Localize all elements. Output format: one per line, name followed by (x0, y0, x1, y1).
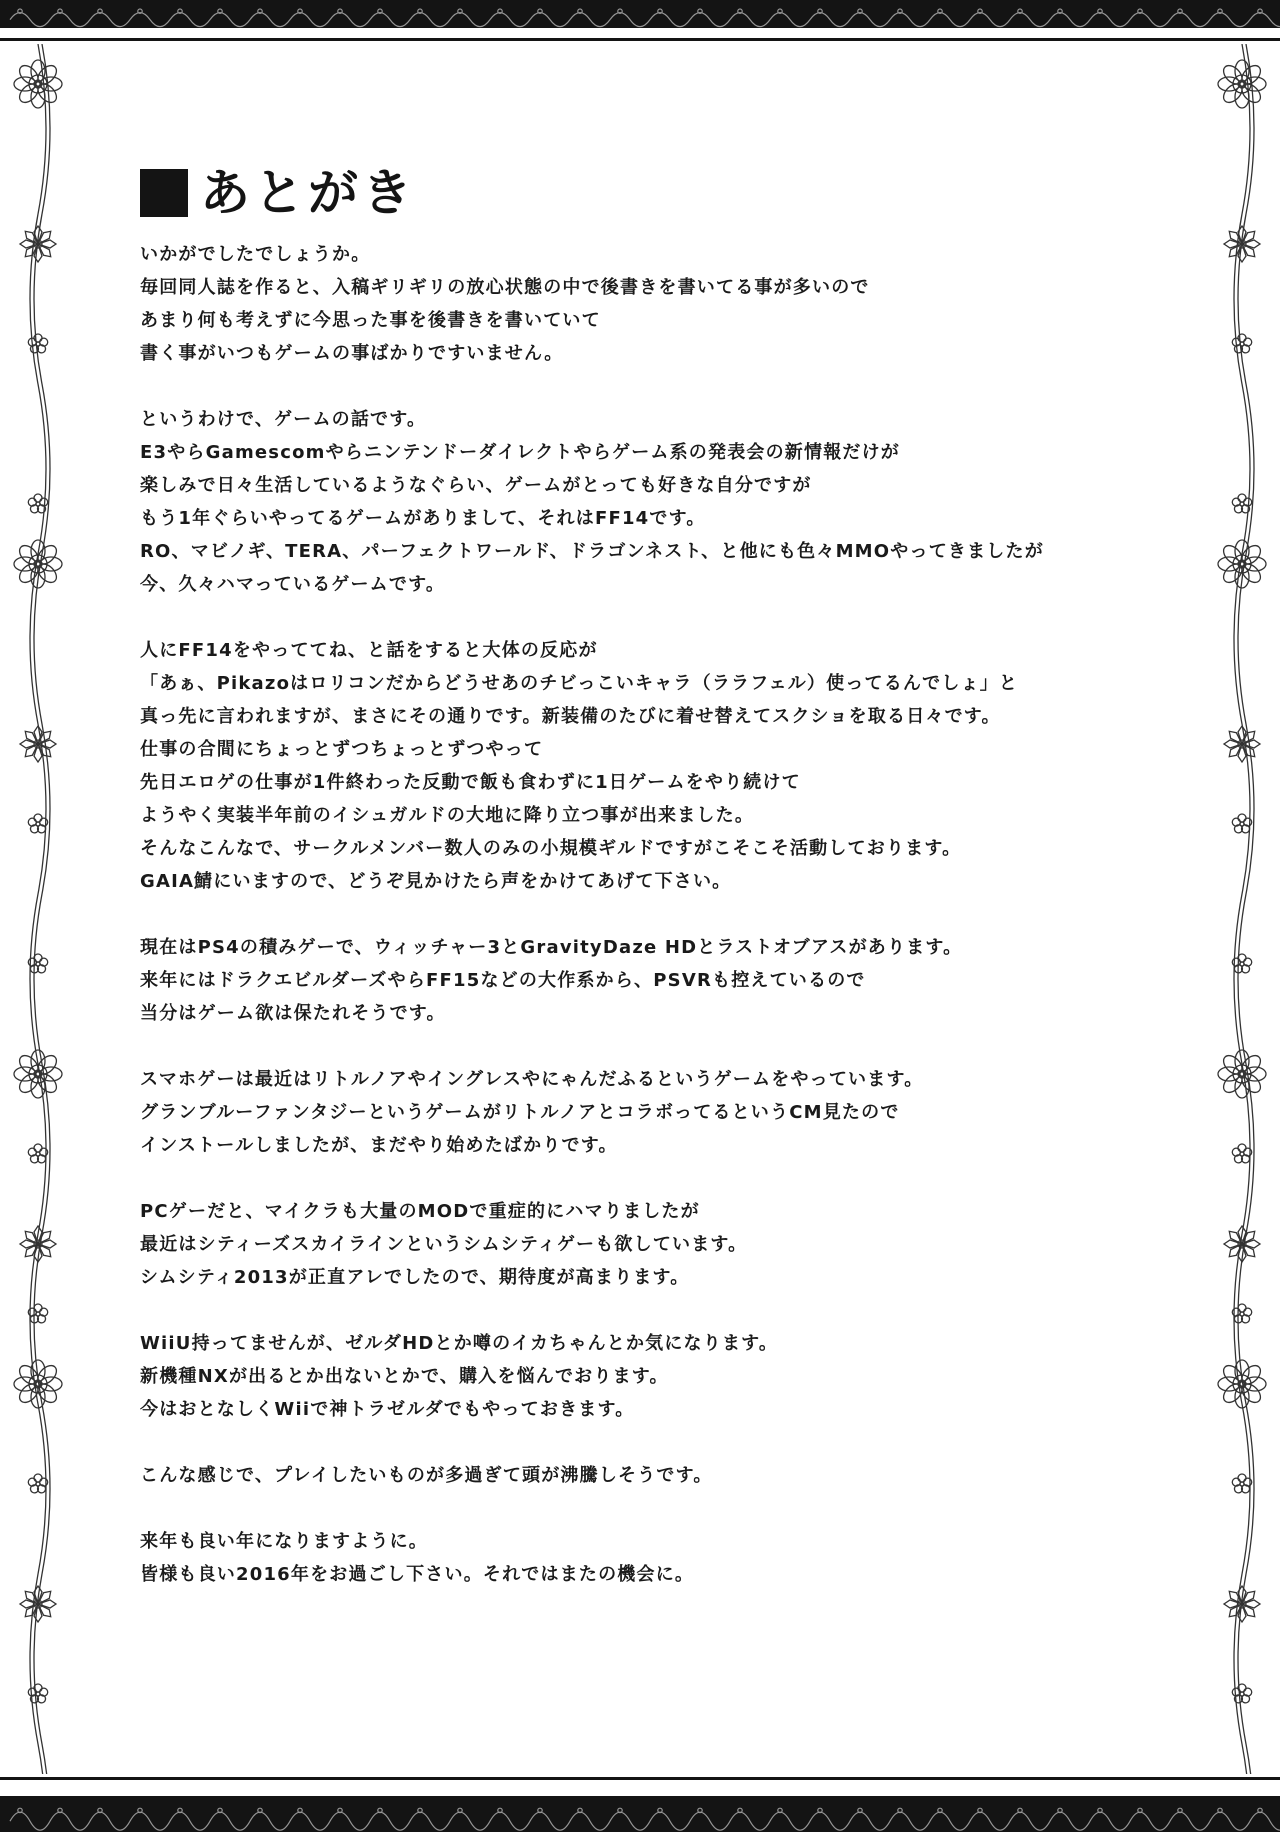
text-line: 先日エロゲの仕事が1件終わった反動で飯も食わずに1日ゲームをやり続けて (140, 772, 801, 793)
border-swirl (970, 13, 1010, 27)
border-swirl (170, 1812, 210, 1830)
border-swirl (210, 13, 250, 27)
border-swirl (370, 13, 410, 27)
text-line: あまり何も考えずに今思った事を後書きを書いていて (140, 310, 601, 331)
star-flower-icon (1224, 1586, 1260, 1622)
paragraph (140, 238, 1150, 370)
afterword-body (140, 238, 1150, 1624)
border-swirl (10, 1812, 50, 1830)
border-swirl (90, 13, 130, 27)
border-swirl (330, 13, 370, 27)
border-swirl (930, 13, 970, 27)
border-swirl (890, 1812, 930, 1830)
border-swirl (570, 1812, 610, 1830)
vine-stem (30, 44, 46, 1774)
text-line: 「あぁ、Pikazoはロリコンだからどうせあのチビっこいキャラ（ララフェル）使ってるんでしょ」と (140, 673, 1019, 694)
top-border-rule (0, 38, 1280, 41)
border-swirl (810, 13, 850, 27)
afterword-heading (140, 164, 416, 222)
border-swirl (730, 1812, 770, 1830)
border-swirl (330, 1812, 370, 1830)
border-swirl (890, 13, 930, 27)
text-line: ようやく実装半年前のイシュガルドの大地に降り立つ事が出来ました。 (140, 805, 755, 826)
border-swirl (250, 1812, 290, 1830)
text-line: WiiU持ってませんが、ゼルダHDとか噂のイカちゃんとか気になります。 (140, 1333, 779, 1354)
knot-flower-icon (14, 60, 62, 108)
star-flower-icon (20, 226, 56, 262)
text-line: 楽しみで日々生活しているようなぐらい、ゲームがとっても好きな自分ですが (140, 475, 812, 496)
small-blossom-icon (1231, 334, 1252, 354)
knot-flower-icon (1218, 60, 1266, 108)
border-swirl (810, 1812, 850, 1830)
bottom-border-pattern (0, 1796, 1280, 1832)
text-line: 来年も良い年になりますように。 (140, 1531, 428, 1552)
border-swirl (450, 1812, 490, 1830)
star-flower-icon (1224, 226, 1260, 262)
text-line: そんなこんなで、サークルメンバー数人のみの小規模ギルドですがこそこそ活動しております。 (140, 838, 962, 859)
border-swirl (1170, 1812, 1210, 1830)
border-swirl (1050, 1812, 1090, 1830)
border-swirl (730, 13, 770, 27)
border-swirl (610, 1812, 650, 1830)
border-swirl (1250, 13, 1280, 27)
text-line: こんな感じで、プレイしたいものが多過ぎて頭が沸騰しそうです。 (140, 1465, 713, 1486)
text-line: 来年にはドラクエビルダーズやらFF15などの大作系から、PSVRも控えているので (140, 970, 866, 991)
border-swirl (50, 1812, 90, 1830)
border-swirl (450, 13, 490, 27)
border-swirl (530, 13, 570, 27)
border-swirl (10, 13, 50, 27)
vine-stem-inner (1238, 44, 1254, 1774)
text-line: 皆様も良い2016年をお過ごし下さい。それではまたの機会に。 (140, 1564, 695, 1585)
text-line: 毎回同人誌を作ると、入稿ギリギリの放心状態の中で後書きを書いてる事が多いので (140, 277, 870, 298)
text-line: 最近はシティーズスカイラインというシムシティゲーも欲しています。 (140, 1234, 748, 1255)
top-border-band (0, 0, 1280, 28)
border-swirl (410, 1812, 450, 1830)
text-line: グランブルーファンタジーというゲームがリトルノアとコラボってるというCM見たので (140, 1102, 900, 1123)
border-swirl (1050, 13, 1090, 27)
vine-stem (1234, 44, 1250, 1774)
border-swirl (1090, 13, 1130, 27)
border-swirl (250, 13, 290, 27)
border-swirl (690, 13, 730, 27)
border-swirl (290, 13, 330, 27)
star-flower-icon (20, 1586, 56, 1622)
border-swirl (130, 1812, 170, 1830)
border-swirl (770, 1812, 810, 1830)
heading-square-icon (140, 169, 188, 217)
text-line: 人にFF14をやっててね、と話をすると大体の反応が (140, 640, 598, 661)
border-swirl (850, 13, 890, 27)
border-swirl (530, 1812, 570, 1830)
right-vine-ornament (1180, 44, 1280, 1774)
text-line: 書く事がいつもゲームの事ばかりですいません。 (140, 343, 564, 364)
border-swirl (970, 1812, 1010, 1830)
paragraph (140, 931, 1150, 1030)
text-line: 当分はゲーム欲は保たれそうです。 (140, 1003, 446, 1024)
border-swirl (1130, 13, 1170, 27)
text-line: もう1年ぐらいやってるゲームがありまして、それはFF14です。 (140, 508, 706, 529)
border-swirl (1210, 13, 1250, 27)
bottom-border-rule (0, 1777, 1280, 1780)
text-line: 今はおとなしくWiiで神トラゼルダでもやっておきます。 (140, 1399, 635, 1420)
bottom-border-band (0, 1796, 1280, 1832)
left-vine-ornament (0, 44, 100, 1774)
star-flower-icon (20, 726, 56, 762)
border-swirl (1090, 1812, 1130, 1830)
paragraph (140, 1195, 1150, 1294)
border-swirl (1130, 1812, 1170, 1830)
border-swirl (490, 1812, 530, 1830)
border-swirl (290, 1812, 330, 1830)
top-border-pattern (0, 0, 1280, 28)
text-line: 新機種NXが出るとか出ないとかで、購入を悩んでおります。 (140, 1366, 669, 1387)
text-line: 今、久々ハマっているゲームです。 (140, 574, 446, 595)
border-swirl (90, 1812, 130, 1830)
text-line: スマホゲーは最近はリトルノアやイングレスやにゃんだふるというゲームをやっています。 (140, 1069, 924, 1090)
text-line: 仕事の合間にちょっとずつちょっとずつやって (140, 739, 544, 760)
border-swirl (170, 13, 210, 27)
border-swirl (930, 1812, 970, 1830)
border-swirl (130, 13, 170, 27)
border-swirl (410, 13, 450, 27)
text-line: PCゲーだと、マイクラも大量のMODで重症的にハマりましたが (140, 1201, 700, 1222)
text-line: E3やらGamescomやらニンテンドーダイレクトやらゲーム系の発表会の新情報だけが (140, 442, 900, 463)
text-line: インストールしましたが、まだやり始めたばかりです。 (140, 1135, 618, 1156)
border-swirl (370, 1812, 410, 1830)
border-swirl (770, 13, 810, 27)
paragraph (140, 403, 1150, 601)
border-swirl (1170, 13, 1210, 27)
text-line: シムシティ2013が正直アレでしたので、期待度が高まります。 (140, 1267, 690, 1288)
paragraph (140, 634, 1150, 898)
text-line: 真っ先に言われますが、まさにその通りです。新装備のたびに着せ替えてスクショを取る日々です。 (140, 706, 1001, 727)
border-swirl (1010, 1812, 1050, 1830)
border-swirl (1210, 1812, 1250, 1830)
border-swirl (570, 13, 610, 27)
text-line: RO、マビノギ、TERA、パーフェクトワールド、ドラゴンネスト、と他にも色々MMOやってきましたが (140, 541, 1044, 562)
knot-flower-icon (1218, 1050, 1266, 1098)
border-swirl (650, 1812, 690, 1830)
paragraph (140, 1063, 1150, 1162)
paragraph (140, 1327, 1150, 1426)
border-swirl (650, 13, 690, 27)
small-blossom-icon (27, 334, 48, 354)
vine-stem-inner (34, 44, 50, 1774)
border-swirl (690, 1812, 730, 1830)
border-swirl (50, 13, 90, 27)
text-line: いかがでしたでしょうか。 (140, 244, 371, 265)
text-line: GAIA鯖にいますので、どうぞ見かけたら声をかけてあげて下さい。 (140, 871, 732, 892)
border-swirl (210, 1812, 250, 1830)
border-swirl (490, 13, 530, 27)
border-swirl (610, 13, 650, 27)
heading-title: あとがき (200, 164, 416, 222)
border-swirl (1010, 13, 1050, 27)
star-flower-icon (1224, 726, 1260, 762)
paragraph (140, 1525, 1150, 1591)
knot-flower-icon (14, 1050, 62, 1098)
paragraph (140, 1459, 1150, 1492)
text-line: 現在はPS4の積みゲーで、ウィッチャー3とGravityDaze HDとラストオブアスがあります。 (140, 937, 963, 958)
border-swirl (1250, 1812, 1280, 1830)
text-line: というわけで、ゲームの話です。 (140, 409, 427, 430)
border-swirl (850, 1812, 890, 1830)
